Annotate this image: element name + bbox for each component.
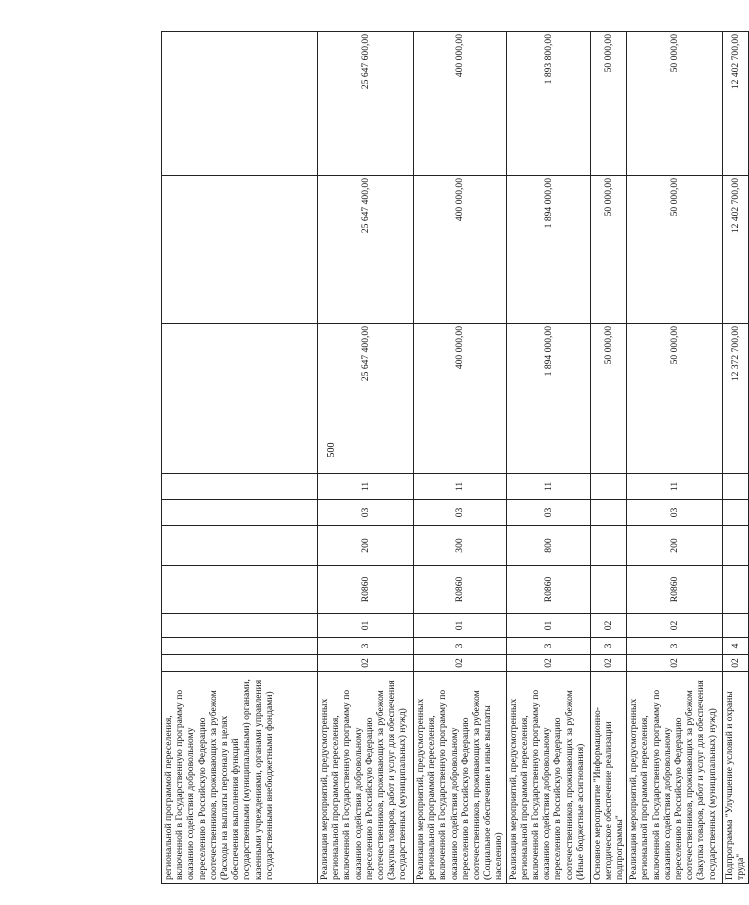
subsection-code [162,474,318,500]
expense-type-code [162,526,318,566]
event-code: 01 [318,614,414,638]
section-code: 03 [414,500,507,526]
table-body [162,32,749,884]
amount-year-2: 400 000,00 [414,176,507,324]
subprogram-code: 3 [414,638,507,655]
subprogram-code: 3 [627,638,723,655]
budget-table-rotated [161,32,747,884]
subprogram-code: 4 [723,638,748,655]
direction-code: R0860 [506,566,590,614]
subsection-code: 11 [414,474,507,500]
program-code: 02 [318,655,414,672]
section-code: 03 [506,500,590,526]
row-name: Реализация мероприятий, предусмотренных региональной программой переселения, включенной в Государственную программу по оказанию содействия добровольному переселению в Российскую Федерацию соотечественников, проживающих за рубежом (Иные бюджетные ассигнования) [506,672,590,884]
subprogram-code [162,638,318,655]
direction-code: R0860 [627,566,723,614]
table-row [723,32,748,884]
table-row [414,32,507,884]
amount-year-1: 50 000,00 [627,324,723,474]
subsection-code: 11 [627,474,723,500]
program-code: 02 [627,655,723,672]
expense-type-code: 800 [506,526,590,566]
page-number: 500 [326,442,337,458]
row-name: Подпрограмма "Улучшение условий и охраны труда" [723,672,748,884]
expense-type-code: 200 [318,526,414,566]
amount-year-2: 25 647 400,00 [318,176,414,324]
amount-year-2: 50 000,00 [627,176,723,324]
event-code: 01 [506,614,590,638]
event-code: 02 [590,614,627,638]
amount-year-3: 1 893 800,00 [506,32,590,176]
subprogram-code: 3 [590,638,627,655]
subsection-code: 11 [318,474,414,500]
section-code: 03 [318,500,414,526]
section-code [723,500,748,526]
amount-year-1: 50 000,00 [590,324,627,474]
direction-code [590,566,627,614]
amount-year-2 [162,176,318,324]
table-row [627,32,723,884]
table-row [506,32,590,884]
amount-year-1: 12 372 700,00 [723,324,748,474]
amount-year-2: 1 894 000,00 [506,176,590,324]
row-name: Реализация мероприятий, предусмотренных региональной программой переселения, включенной в Государственную программу по оказанию содействия добровольному переселению в Российскую Федерацию соотечественников, проживающих за рубежом (Закупка товаров, работ и услуг для обеспечения государственных (муниципальных) нужд) [627,672,723,884]
amount-year-1: 25 647 400,00 [318,324,414,474]
direction-code: R0860 [414,566,507,614]
event-code: 02 [627,614,723,638]
program-code: 02 [590,655,627,672]
section-code [590,500,627,526]
amount-year-3: 50 000,00 [627,32,723,176]
subprogram-code: 3 [506,638,590,655]
table-row [590,32,627,884]
direction-code [723,566,748,614]
section-code [162,500,318,526]
event-code: 01 [414,614,507,638]
expense-type-code: 200 [627,526,723,566]
direction-code [162,566,318,614]
subsection-code [590,474,627,500]
amount-year-1: 400 000,00 [414,324,507,474]
budget-table [161,31,749,884]
row-name: Основное мероприятие "Информационно-методическое обеспечение реализации подпрограммы" [590,672,627,884]
table-row [318,32,414,884]
program-code [162,655,318,672]
row-name: Реализация мероприятий, предусмотренных региональной программой переселения, включенной в Государственную программу по оказанию содействия добровольному переселению в Российскую Федерацию соотечественников, проживающих за рубежом (Закупка товаров, работ и услуг для обеспечения государственных (муниципальных) нужд) [318,672,414,884]
amount-year-3: 12 402 700,00 [723,32,748,176]
amount-year-3 [162,32,318,176]
amount-year-1: 1 894 000,00 [506,324,590,474]
section-code: 03 [627,500,723,526]
program-code: 02 [723,655,748,672]
subprogram-code: 3 [318,638,414,655]
amount-year-3: 25 647 600,00 [318,32,414,176]
amount-year-1 [162,324,318,474]
program-code: 02 [414,655,507,672]
subsection-code: 11 [506,474,590,500]
row-name: региональной программой переселения, включенной в Государственную программу по оказанию содействия добровольному переселению в Российскую Федерацию соотечественников, проживающих за рубежом (Расходы на выплаты персоналу в целях обеспечения выполнения функций государственными (муниципальными) органами, казенными учреждениями, органами управления государственными внебюджетными фондами) [162,672,318,884]
subsection-code [723,474,748,500]
program-code: 02 [506,655,590,672]
event-code [723,614,748,638]
table-row [162,32,318,884]
expense-type-code [590,526,627,566]
amount-year-3: 400 000,00 [414,32,507,176]
direction-code: R0860 [318,566,414,614]
amount-year-2: 12 402 700,00 [723,176,748,324]
expense-type-code: 300 [414,526,507,566]
amount-year-3: 50 000,00 [590,32,627,176]
event-code [162,614,318,638]
expense-type-code [723,526,748,566]
amount-year-2: 50 000,00 [590,176,627,324]
row-name: Реализация мероприятий, предусмотренных региональной программой переселения, включенной в Государственную программу по оказанию содействия добровольному переселению в Российскую Федерацию соотечественников, проживающих за рубежом (Социальное обеспечение и иные выплаты населению) [414,672,507,884]
